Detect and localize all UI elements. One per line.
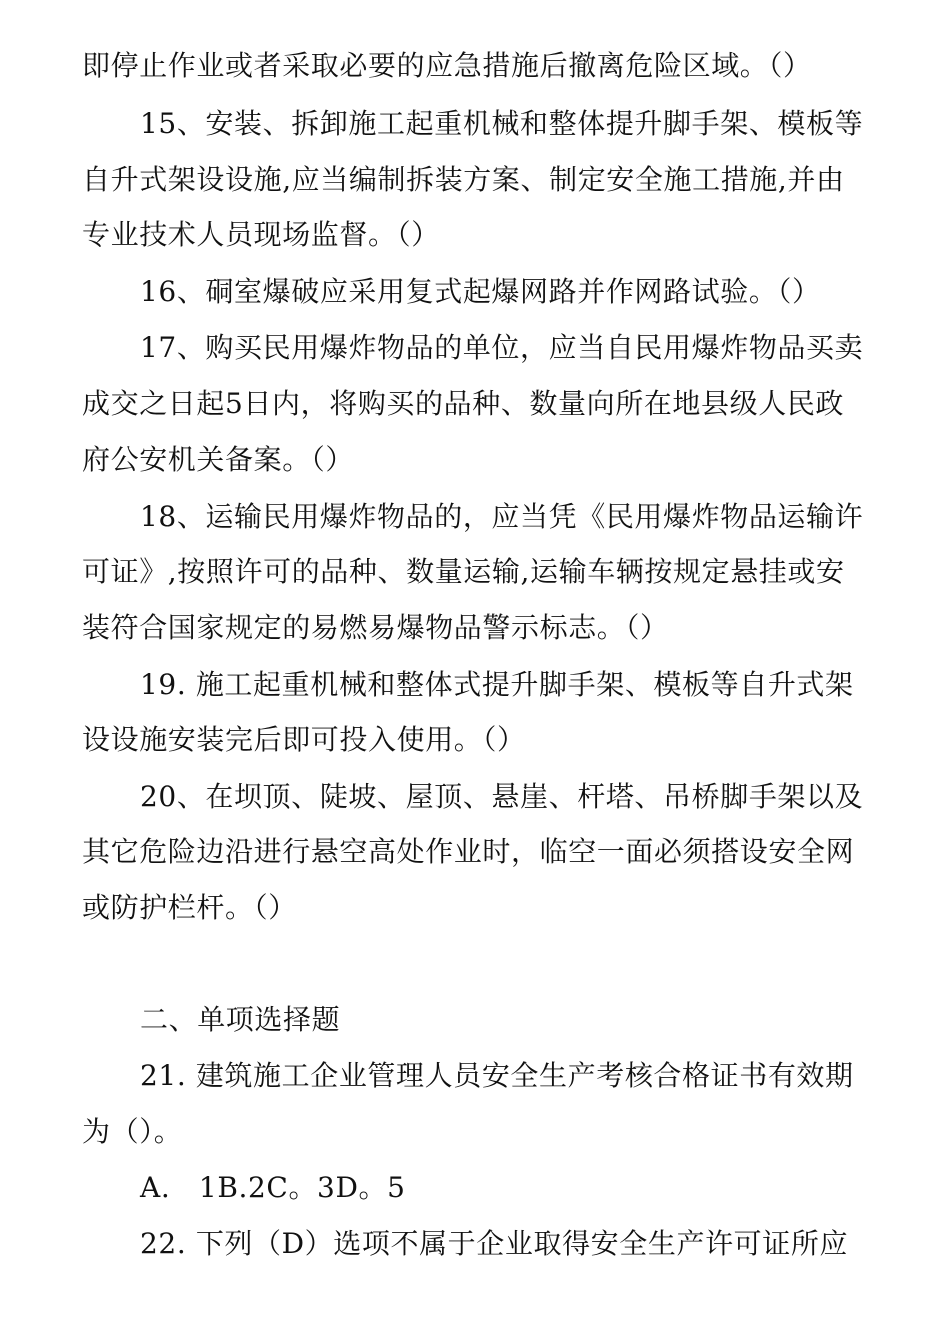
question-19-line-1: 19. 施工起重机械和整体式提升脚手架、模板等自升式架 <box>140 668 854 701</box>
question-16-line-1: 16、硐室爆破应采用复式起爆网路并作网路试验。（） <box>140 275 821 308</box>
question-17-line-1: 17、购买民用爆炸物品的单位，应当自民用爆炸物品买卖 <box>140 331 864 364</box>
question-22-line-1: 22. 下列（D）选项不属于企业取得安全生产许可证所应 <box>140 1227 849 1260</box>
question-17-line-2: 成交之日起5日内，将购买的品种、数量向所在地县级人民政 <box>82 387 845 420</box>
question-20-line-2: 其它危险边沿进行悬空高处作业时，临空一面必须搭设安全网 <box>82 835 855 868</box>
question-15-line-3: 专业技术人员现场监督。（） <box>82 218 440 251</box>
question-19-line-2: 设设施安装完后即可投入使用。（） <box>82 723 526 756</box>
question-15-line-1: 15、安装、拆卸施工起重机械和整体提升脚手架、模板等 <box>140 107 864 140</box>
text-line-continuation: 即停止作业或者采取必要的应急措施后撤离危险区域。（） <box>82 49 812 82</box>
section-heading: 二、单项选择题 <box>140 1003 341 1036</box>
question-21-line-2: 为（）。 <box>82 1115 183 1148</box>
question-18-line-2: 可证》,按照许可的品种、数量运输,运输车辆按规定悬挂或安 <box>82 555 845 588</box>
question-21-line-1: 21. 建筑施工企业管理人员安全生产考核合格证书有效期 <box>140 1059 854 1092</box>
question-21-options: A. 1B.2C。3D。5 <box>140 1171 406 1204</box>
question-20-line-3: 或防护栏杆。（） <box>82 891 297 924</box>
question-20-line-1: 20、在坝顶、陡坡、屋顶、悬崖、杆塔、吊桥脚手架以及 <box>140 780 864 813</box>
question-15-line-2: 自升式架设设施,应当编制拆装方案、制定安全施工措施,并由 <box>82 163 845 196</box>
question-18-line-3: 装符合国家规定的易燃易爆物品警示标志。（） <box>82 611 669 644</box>
question-18-line-1: 18、运输民用爆炸物品的，应当凭《民用爆炸物品运输许 <box>140 500 864 533</box>
question-17-line-3: 府公安机关备案。（） <box>82 443 355 476</box>
